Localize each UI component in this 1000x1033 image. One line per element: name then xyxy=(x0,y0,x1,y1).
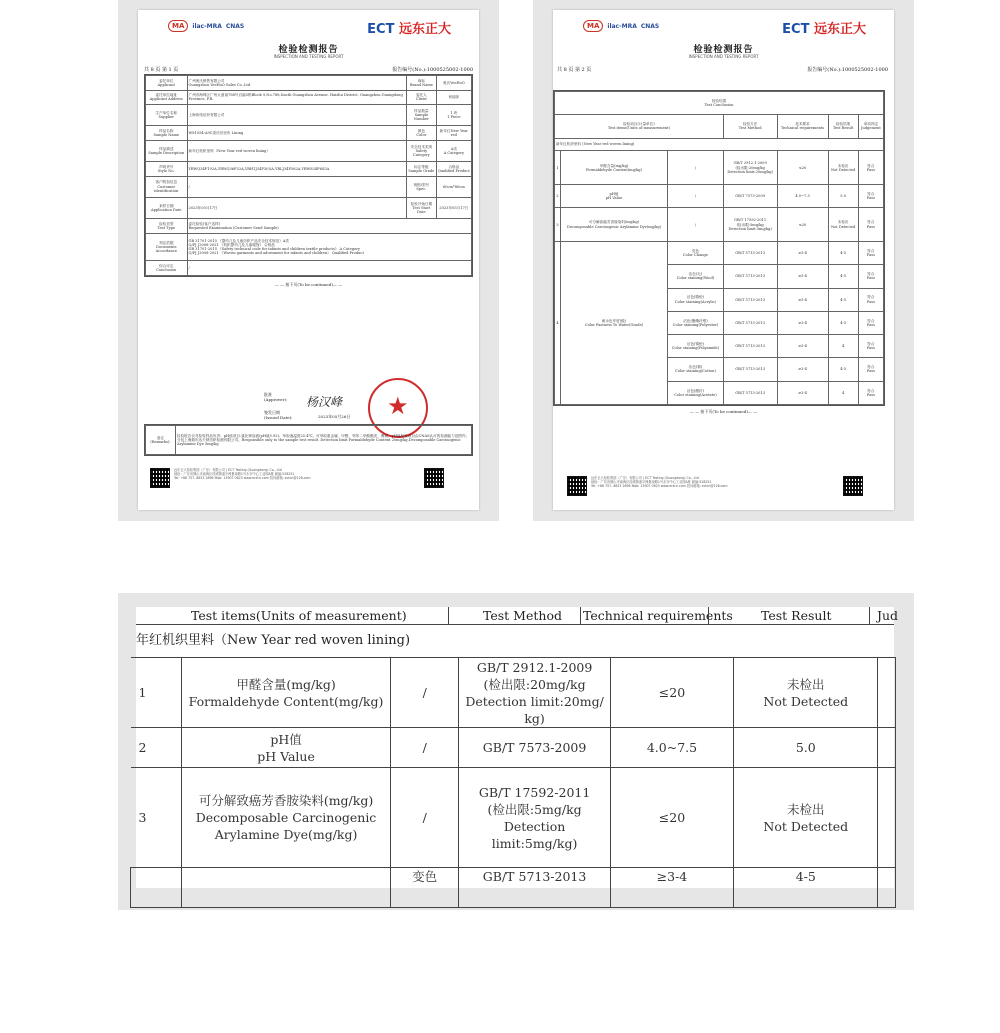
info-cell: 委托单位地址 Applicant Address xyxy=(146,90,188,105)
zoom-row xyxy=(131,658,896,728)
info-cell: 来样日期 Application Date xyxy=(146,197,188,218)
info-cell: 颜色 Color xyxy=(407,126,437,141)
colorfast-cell: GB/T 5713-2013 xyxy=(723,265,777,288)
report-page-2 xyxy=(553,10,894,510)
applicant-info-table xyxy=(144,74,473,277)
result-cell: 1 xyxy=(555,151,561,185)
result-cell: 5.0 xyxy=(828,185,858,208)
info-cell: 安全技术类别 Safety Category xyxy=(407,140,437,161)
colorfast-cell: 沾色(聚酯纤维) Color staining(Polyester) xyxy=(668,311,724,334)
info-row xyxy=(146,76,472,91)
info-cell: 广州奥氏销售有限公司 Guangzhou YeeHoO Sales Co.,Ltd xyxy=(187,76,407,91)
colorfast-cell: GB/T 5713-2013 xyxy=(723,335,777,358)
info-cell: 客户附加信息 Customer identification xyxy=(146,176,188,197)
result-cell: ≤20 xyxy=(777,151,828,185)
info-cell: 样品数量 Sample Number xyxy=(407,105,437,126)
result-cell: GB/T 7573-2009 xyxy=(723,185,777,208)
report-number: 报告编号(No.):1000525002-1000 xyxy=(392,67,473,73)
info-cell: 合格品 Qualified Product xyxy=(436,162,471,177)
result-cell: GB/T 17592-2011 (检出限:5mg/kg Detection limit:5mg/kg) xyxy=(723,208,777,242)
zoom-cell-item: pH值 pH Value xyxy=(182,728,391,768)
info-cell: 样品描述 Sample Description xyxy=(146,140,188,161)
colorfast-cell: GB/T 5713-2013 xyxy=(723,381,777,404)
colorfast-cell: 4 xyxy=(828,381,858,404)
info-cell-value: 委托检验(客户送样) Requested Examination (Customer Send Sample) xyxy=(187,219,471,234)
info-cell: 样品名称 Sample Name xyxy=(146,126,188,141)
result-row xyxy=(555,208,884,242)
zoom-row xyxy=(131,768,896,868)
issued-date-label: 签发日期 (Issued Date): xyxy=(264,410,293,420)
colorfast-cell: 4-5 xyxy=(828,358,858,381)
zoom-last-result: 4-5 xyxy=(734,868,878,908)
report-subtitle-2: INSPECTION AND TESTING REPORT xyxy=(688,54,759,59)
zoom-cell-result: 未检出 Not Detected xyxy=(734,658,878,728)
colorfast-cell: 符合 Pass xyxy=(858,311,883,334)
info-cell: 上海伟伟纺织有限公司 xyxy=(187,105,407,126)
zoom-last-sub: 变色 xyxy=(391,868,459,908)
zoom-cell-item: 甲醛含量(mg/kg) Formaldehyde Content(mg/kg) xyxy=(182,658,391,728)
continued-note: — — 接下页(To be continued)— — xyxy=(274,282,343,287)
zoom-cell-no: 3 xyxy=(131,768,182,868)
colorfast-cell: ≥3-4 xyxy=(777,311,828,334)
result-cell: 符合 Pass xyxy=(858,185,883,208)
colorfast-cell: GB/T 5713-2013 xyxy=(723,311,777,334)
conclusion-row xyxy=(555,92,884,115)
colorfast-cell: 沾色(醋纤) Color staining(Acetate) xyxy=(668,381,724,404)
zoom-cell-slash: / xyxy=(391,658,459,728)
zoom-cell-judgement xyxy=(878,768,896,868)
info-cell: 1 块 1 Piece xyxy=(436,105,471,126)
info-cell: W81054-A9C喜庆纺里布 Lining xyxy=(187,126,407,141)
info-cell: 广州市海珠区广州大道南788号自编5栋Block 9,No.788,South Guangzhou Avenue, Haizhu District, Guangzhou,Guangdong Province, P.R. xyxy=(187,90,407,105)
approver-signature: 杨汉峰 xyxy=(306,395,343,409)
info-cell: 60cm*80cm xyxy=(436,176,471,197)
colorfast-cell: 4 xyxy=(828,335,858,358)
zoom-last-method: GB/T 5713-2013 xyxy=(459,868,610,908)
zoomed-results-table xyxy=(136,607,899,888)
colorfast-cell: 4-5 xyxy=(828,288,858,311)
colorfast-cell: 4-5 xyxy=(828,265,858,288)
colorfast-cell: ≥3-4 xyxy=(777,265,828,288)
zoom-cell-judgement xyxy=(878,658,896,728)
info-cell: 2023年05月17日 xyxy=(436,197,471,218)
info-cell: 声明货号 Style No. xyxy=(146,162,188,177)
info-row xyxy=(146,126,472,141)
lab-footer: 远东正大检验集团（广东）有限公司 | ECT Testing (Guangdong) Co., Ltd 地址：广东省佛山市南海区桂城街道平洲夏南路1号永安中心工业园A栋 邮编:528251 Tel: +86 757- 8623 2896 Mob: 13907 0623 www.ectcn.com 投诉邮箱: ectcn@126.com xyxy=(174,468,311,480)
page-number-2: 共 8 页 第 2 页 xyxy=(557,67,592,73)
accreditation-logos-2 xyxy=(583,20,659,32)
zoom-cell-method: GB/T 17592-2011 (检出限:5mg/kg Detection limit:5mg/kg) xyxy=(459,768,610,868)
issued-date: 2023年05月26日 xyxy=(318,414,351,419)
header-cell: 检验方法 Test Method xyxy=(723,115,777,138)
info-cell-label: 判定依据 Documents Accordance xyxy=(146,233,188,261)
ilac-logo: ilac-MRA xyxy=(192,22,222,30)
zoom-cell-req: 4.0~7.5 xyxy=(610,728,733,768)
zoom-cell-slash: / xyxy=(391,768,459,868)
result-cell: / xyxy=(668,151,724,185)
result-cell: 可分解致癌芳香胺染料(mg/kg) Decomposable Carcinogenic Arylamine Dye(mg/kg) xyxy=(560,208,667,242)
zoom-header-items: Test items(Units of measurement) xyxy=(191,608,407,623)
colorfast-cell: 符合 Pass xyxy=(858,288,883,311)
info-row xyxy=(146,219,472,234)
info-row xyxy=(146,261,472,276)
info-row xyxy=(146,162,472,177)
result-cell: 未检出 Not Detected xyxy=(828,208,858,242)
colorfast-cell: 沾色(棉) Color staining(Cotton) xyxy=(668,358,724,381)
header-cell: 检验项目(计量单位) Test items(Units of measurement) xyxy=(555,115,724,138)
colorfast-cell: 沾色(腈纶) Color staining(Acrylic) xyxy=(668,288,724,311)
info-cell-label: 检验类型 Test Type xyxy=(146,219,188,234)
colorfast-cell: ≥3-4 xyxy=(777,358,828,381)
result-cell: / xyxy=(668,208,724,242)
ilac-logo-2: ilac-MRA xyxy=(607,22,637,30)
zoom-cell-result: 5.0 xyxy=(734,728,878,768)
info-row xyxy=(146,176,472,197)
result-cell: 未检出 Not Detected xyxy=(828,151,858,185)
report-title: 检验检测报告 xyxy=(278,45,339,55)
info-cell: 何丽萍 xyxy=(436,90,471,105)
report-subtitle: INSPECTION AND TESTING REPORT xyxy=(273,54,344,59)
zoom-header-method: Test Method xyxy=(483,608,562,623)
colorfast-cell: GB/T 5713-2013 xyxy=(723,242,777,265)
colorfast-no: 4 xyxy=(555,242,561,405)
header-row xyxy=(555,115,884,138)
info-row xyxy=(146,140,472,161)
colorfast-row xyxy=(555,242,884,265)
colorfast-cell: GB/T 5713-2013 xyxy=(723,358,777,381)
accreditation-logos xyxy=(168,20,244,32)
colorfast-cell: 符合 Pass xyxy=(858,335,883,358)
zoom-cell-slash: / xyxy=(391,728,459,768)
zoom-cell-empty xyxy=(131,868,182,908)
info-cell: 新年红机织里料（New Year red woven lining） xyxy=(187,140,407,161)
zoom-cell-req: ≤20 xyxy=(610,768,733,868)
header-cell: 单项判定 Judgement xyxy=(858,115,883,138)
info-cell: 生产单位名称 Supplier xyxy=(146,105,188,126)
zoom-cell-method: GB/T 7573-2009 xyxy=(459,728,610,768)
result-cell: 4.0~7.5 xyxy=(777,185,828,208)
info-cell: 检验开始日期 Test Start Date xyxy=(407,197,437,218)
info-row xyxy=(146,197,472,218)
info-cell-value: / xyxy=(187,261,471,276)
colorfast-cell: 变色 Color Change xyxy=(668,242,724,265)
ect-brand: ECT 远东正大 xyxy=(367,22,451,37)
colorfast-cell: 符合 Pass xyxy=(858,381,883,404)
remarks-box xyxy=(144,424,473,456)
zoom-row xyxy=(131,728,896,768)
info-cell: 商标 Brand Name xyxy=(407,76,437,91)
info-row xyxy=(146,90,472,105)
colorfast-cell: ≥3-4 xyxy=(777,288,828,311)
zoom-cell-judgement xyxy=(878,728,896,768)
result-row xyxy=(555,151,884,185)
cnas-logo-2: CNAS xyxy=(640,22,660,30)
colorfast-item: 耐水色牢度(级) Color Fastness To Water(Grade) xyxy=(560,242,667,405)
remarks-text: 检验报告仅对检验样品负责；pH值项目:氯化钾溶液(pH值5.92)；萃取液温度25.4℃。可萃取重金属、甲醛、邻苯二甲酸酯类、偶氮、pH值检验项目由CNAS认可的检测能力范围内；分包上海瑞年达天纳纺织检测有限公司。Responsible only to the sample test result. Detection limit Formaldehyde Content 20mg/kg,Decomposable Carcinogenic Arylamine Dye 5mg/kg xyxy=(176,426,472,455)
zoom-header-requirements: Technical requirements xyxy=(583,608,733,623)
header-cell: 技术要求 Technical requirements xyxy=(777,115,828,138)
zoom-header-row xyxy=(136,607,899,625)
test-results-table xyxy=(553,90,885,406)
info-cell: 委托人 Client xyxy=(407,90,437,105)
zoom-cell-req: ≤20 xyxy=(610,658,733,728)
result-cell: 符合 Pass xyxy=(858,208,883,242)
result-row xyxy=(555,185,884,208)
zoom-cell-item: 可分解致癌芳香胺染料(mg/kg) Decomposable Carcinogenic Arylamine Dye(mg/kg) xyxy=(182,768,391,868)
report-page-1 xyxy=(138,10,479,510)
qr-code-right xyxy=(424,468,444,488)
info-cell: 标注等级 Sample Grade xyxy=(407,162,437,177)
page-number: 共 8 页 第 1 页 xyxy=(144,67,179,73)
approver-label: 批准 (Approver): xyxy=(264,392,288,402)
info-cell-label: 综合评定 Conclusion xyxy=(146,261,188,276)
ect-brand-2: ECT 远东正大 xyxy=(782,22,866,37)
colorfast-cell: GB/T 5713-2013 xyxy=(723,288,777,311)
colorfast-cell: 符合 Pass xyxy=(858,265,883,288)
conclusion-title: 检验结果 Test Conclusion xyxy=(555,92,884,115)
info-row xyxy=(146,105,472,126)
info-cell: 奥氏YeeHoO xyxy=(436,76,471,91)
section-row xyxy=(555,138,884,151)
lab-footer-2: 远东正大检验集团（广东）有限公司 | ECT Testing (Guangdong) Co., Ltd 地址：广东省佛山市南海区桂城街道平洲夏南路1号永安中心工业园A栋 邮编:528251 Tel: +86 757- 8623 2896 Mob: 13907 0623 www.ectcn.com 投诉邮箱: ectcn@126.com xyxy=(591,476,728,488)
info-cell: 规格/型号 Spec. xyxy=(407,176,437,197)
zoom-cell-no: 1 xyxy=(131,658,182,728)
zoom-cell-empty xyxy=(878,868,896,908)
section-title: 新年红机织里料 (New Year red woven lining) xyxy=(555,138,884,151)
qr-code-left-2 xyxy=(567,476,587,496)
result-cell: 甲醛含量(mg/kg) Formaldehyde Content(mg/kg) xyxy=(560,151,667,185)
colorfast-cell: ≥3-4 xyxy=(777,242,828,265)
colorfast-cell: 4-5 xyxy=(828,242,858,265)
remarks-label: 备注 (Remarks): xyxy=(146,426,176,455)
header-cell: 检验结果 Test Result xyxy=(828,115,858,138)
qr-code-left xyxy=(150,468,170,488)
colorfast-cell: 符合 Pass xyxy=(858,358,883,381)
info-cell: 委托单位 Applicant xyxy=(146,76,188,91)
result-cell: / xyxy=(668,185,724,208)
cma-logo: MA xyxy=(168,20,188,32)
info-cell-value: GB 31701-2015 《婴幼儿及儿童纺织产品安全技术规范》A类 Q/FJ J2008-2021 《机织婴幼儿及儿童服饰》 合格品 GB 31701-2015 《Safety technical code for infants and children textile products》 A Category Q/FJ J2008-2021 《Woven garments and adornment for infants and children》 Qualified Product xyxy=(187,233,471,261)
stamp-star-icon: ★ xyxy=(387,392,409,420)
zoom-cell-no: 2 xyxy=(131,728,182,768)
colorfast-cell: 4-5 xyxy=(828,311,858,334)
info-cell: / xyxy=(187,176,407,197)
info-cell: 2023年05月17日 xyxy=(187,197,407,218)
info-cell: A类 A Category xyxy=(436,140,471,161)
colorfast-cell: ≥3-4 xyxy=(777,381,828,404)
zoom-cell-empty xyxy=(182,868,391,908)
info-cell: 新年红New Year red xyxy=(436,126,471,141)
report-title-2: 检验检测报告 xyxy=(693,45,754,55)
cma-logo-2: MA xyxy=(583,20,603,32)
result-cell: pH值 pH Value xyxy=(560,185,667,208)
colorfast-cell: 符合 Pass xyxy=(858,242,883,265)
result-cell: ≤20 xyxy=(777,208,828,242)
cnas-logo: CNAS xyxy=(225,22,245,30)
result-cell: 2 xyxy=(555,185,561,208)
zoom-header-judgement: Jud xyxy=(877,608,899,623)
zoom-last-req: ≥3-4 xyxy=(610,868,733,908)
continued-note-2: — — 接下页(To be continued)— — xyxy=(689,409,758,414)
zoom-section-title: 年红机织里料（New Year red woven lining) xyxy=(136,633,411,648)
zoom-row-partial xyxy=(131,868,896,908)
colorfast-cell: ≥3-4 xyxy=(777,335,828,358)
zoom-cell-method: GB/T 2912.1-2009 (检出限:20mg/kg Detection limit:20mg/ kg) xyxy=(459,658,610,728)
result-cell: GB/T 2912.1-2009 (检出限:20mg/kg Detection limit:20mg/kg) xyxy=(723,151,777,185)
zoom-header-result: Test Result xyxy=(761,608,832,623)
info-cell: YRWQ34F192A,YRWQ36F52A,YRH1J34F3(0)A,YRLJ34F562A,YRW834F6S5A xyxy=(187,162,407,177)
colorfast-cell: 沾色(锦纶) Color staining(Polyamide) xyxy=(668,335,724,358)
info-row xyxy=(146,233,472,261)
colorfast-cell: 沾色(毛) Color staining(Wool) xyxy=(668,265,724,288)
result-cell: 3 xyxy=(555,208,561,242)
zoom-cell-result: 未检出 Not Detected xyxy=(734,768,878,868)
qr-code-right-2 xyxy=(843,476,863,496)
result-cell: 符合 Pass xyxy=(858,151,883,185)
report-number-2: 报告编号(No.):1000525002-1000 xyxy=(807,67,888,73)
